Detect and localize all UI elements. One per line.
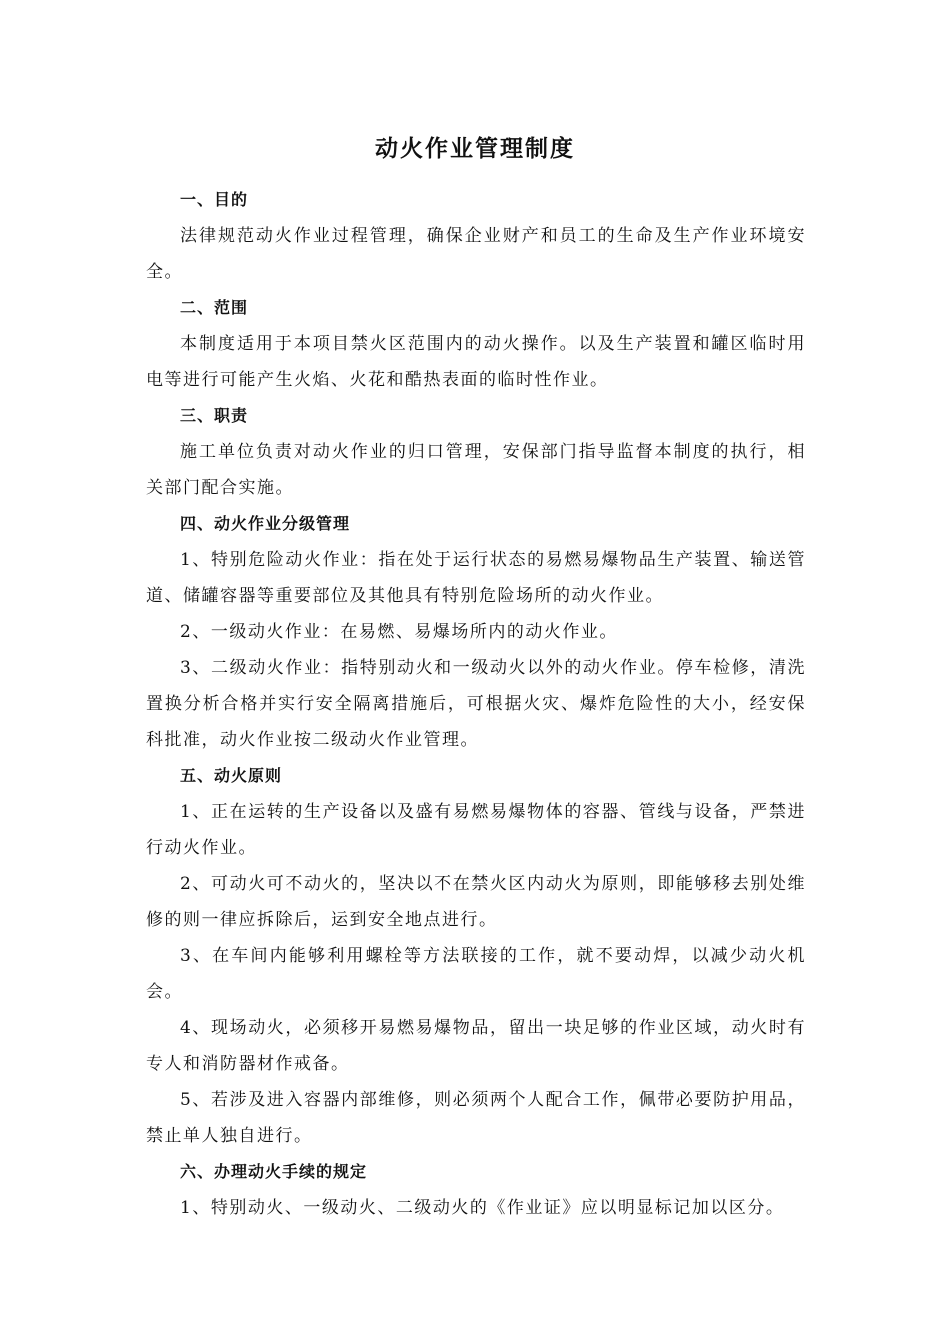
section-paragraph: 1、特别危险动火作业：指在处于运行状态的易燃易爆物品生产装置、输送管道、储罐容器等重要部位及其他具有特别危险场所的动火作业。 [146,550,806,606]
section-paragraph: 1、正在运转的生产设备以及盛有易燃易爆物体的容器、管线与设备，严禁进行动火作业。 [146,802,806,858]
section-paragraph: 3、二级动火作业：指特别动火和一级动火以外的动火作业。停车检修，清洗置换分析合格并实行安全隔离措施后，可根据火灾、爆炸危险性的大小，经安保科批准，动火作业按二级动火作业管理。 [146,658,806,750]
section-paragraph: 2、可动火可不动火的，坚决以不在禁火区内动火为原则，即能够移去别处维修的则一律应拆除后，运到安全地点进行。 [146,874,806,930]
section-heading: 一、目的 [180,190,249,209]
section-responsibilities [146,398,806,506]
section-classification [146,506,806,758]
section-heading: 二、范围 [180,298,249,317]
section-heading: 四、动火作业分级管理 [180,514,351,533]
section-paragraph: 3、在车间内能够利用螺栓等方法联接的工作，就不要动焊，以减少动火机会。 [146,946,806,1002]
section-paragraph: 本制度适用于本项目禁火区范围内的动火操作。以及生产装置和罐区临时用电等进行可能产生火焰、火花和酷热表面的临时性作业。 [146,334,806,390]
section-paragraph: 法律规范动火作业过程管理，确保企业财产和员工的生命及生产作业环境安全。 [146,226,806,282]
section-paragraph: 2、一级动火作业：在易燃、易爆场所内的动火作业。 [180,622,618,642]
section-paragraph: 4、现场动火，必须移开易燃易爆物品，留出一块足够的作业区域，动火时有专人和消防器材作戒备。 [146,1018,806,1074]
section-principles [146,758,806,1154]
section-paragraph: 5、若涉及进入容器内部维修，则必须两个人配合工作，佩带必要防护用品，禁止单人独自进行。 [146,1090,806,1146]
section-paragraph: 施工单位负责对动火作业的归口管理，安保部门指导监督本制度的执行，相关部门配合实施。 [146,442,806,498]
section-heading: 六、办理动火手续的规定 [180,1162,368,1181]
section-heading: 三、职责 [180,406,249,425]
section-heading: 五、动火原则 [180,766,283,785]
section-procedures [146,1154,806,1226]
section-scope [146,290,806,398]
document-title: 动火作业管理制度 [375,136,575,162]
document-body [146,182,806,1226]
section-paragraph: 1、特别动火、一级动火、二级动火的《作业证》应以明显标记加以区分。 [180,1198,785,1218]
section-purpose [146,182,806,290]
